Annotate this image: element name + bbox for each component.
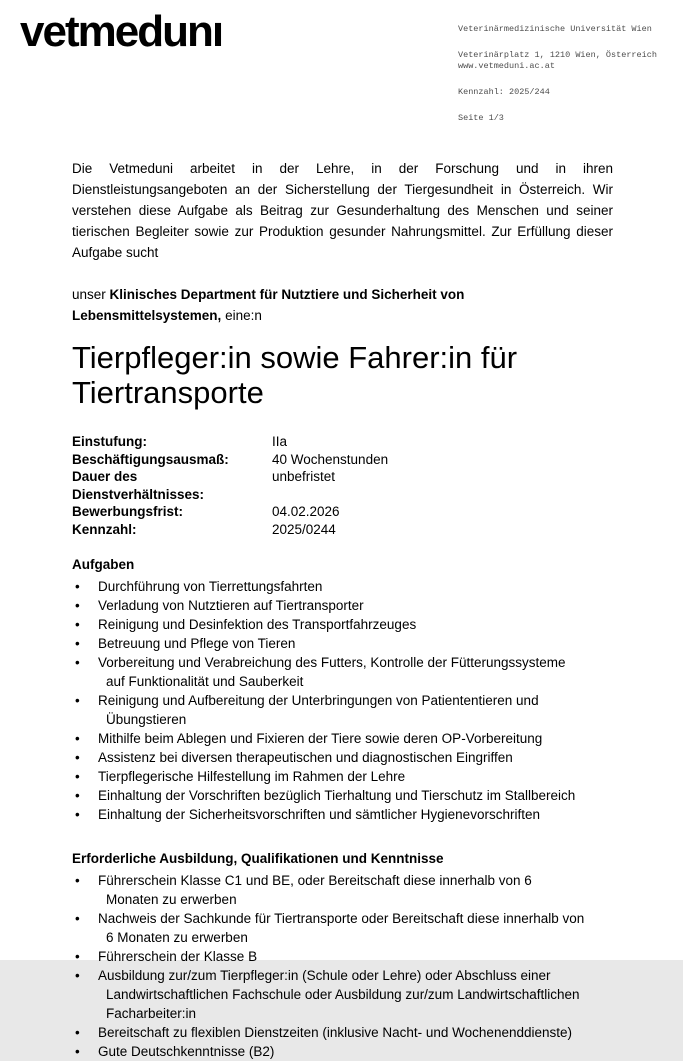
detail-value: 40 Wochenstunden — [272, 451, 389, 467]
letterhead-address — [458, 50, 673, 72]
list-item — [72, 596, 588, 615]
list-item — [72, 653, 588, 691]
list-item — [72, 729, 588, 748]
list-item — [72, 871, 588, 909]
job-details-table — [72, 433, 613, 538]
seeking-paragraph — [72, 284, 613, 326]
document-body — [72, 152, 613, 1061]
list-item — [72, 615, 588, 634]
list-item — [72, 947, 588, 966]
list-item — [72, 767, 588, 786]
bullet-icon: • — [75, 750, 80, 765]
list-item-text: Durchführung von Tierrettungsfahrten — [98, 579, 323, 594]
detail-label: Bewerbungsfrist: — [72, 504, 184, 519]
list-item-text: Verladung von Nutztieren auf Tiertransporter — [98, 598, 364, 613]
detail-row-einstufung — [72, 433, 613, 451]
bullet-icon: • — [75, 731, 80, 746]
list-item-text: Mithilfe beim Ablegen und Fixieren der Tiere sowie deren OP-Vorbereitung — [98, 731, 543, 746]
bullet-icon: • — [75, 655, 80, 670]
aufgaben-list — [72, 577, 588, 824]
letterhead-meta — [458, 24, 673, 139]
list-item-text: Einhaltung der Sicherheitsvorschriften und sämtlicher Hygienevorschriften — [98, 807, 540, 822]
list-item-text: Gute Deutschkenntnisse (B2) — [98, 1044, 275, 1059]
job-title: Tierpfleger:in sowie Fahrer:in für Tiertransporte — [72, 340, 518, 410]
detail-value: 2025/0244 — [272, 521, 336, 537]
detail-row-kennzahl — [72, 521, 613, 539]
bullet-icon: • — [75, 968, 80, 983]
list-item-text: Führerschein der Klasse B — [98, 949, 258, 964]
bullet-icon: • — [75, 1025, 80, 1040]
bullet-icon: • — [75, 807, 80, 822]
bullet-icon: • — [75, 579, 80, 594]
detail-label: Beschäftigungsausmaß: — [72, 451, 229, 467]
bullet-icon: • — [75, 911, 80, 926]
list-item-text: Führerschein Klasse C1 und BE, oder Bereitschaft diese innerhalb von 6 Monaten zu erwerben — [98, 873, 532, 907]
list-item-text: Nachweis der Sachkunde für Tiertransporte oder Bereitschaft diese innerhalb von 6 Monaten zu erwerben — [98, 911, 585, 945]
list-item-text: Reinigung und Desinfektion des Transportfahrzeuges — [98, 617, 417, 632]
list-item — [72, 805, 588, 824]
bullet-icon: • — [75, 636, 80, 651]
letterhead-page-number: Seite 1/3 — [458, 113, 504, 123]
list-item-text: Ausbildung zur/zum Tierpfleger:in (Schule oder Lehre) oder Abschluss einer Landwirtschaftlichen Fachschule oder Ausbildung zur/zum Landwirtschaftlichen Facharbeiter:in — [98, 968, 580, 1021]
bullet-icon: • — [75, 769, 80, 784]
list-item-text: Bereitschaft zu flexiblen Dienstzeiten (inklusive Nacht- und Wochenenddienste) — [98, 1025, 573, 1040]
detail-row-beschaeftigungsausmass — [72, 451, 613, 469]
list-item-text: Assistenz bei diversen therapeutischen und diagnostischen Eingriffen — [98, 750, 513, 765]
detail-value: 04.02.2026 — [272, 504, 340, 519]
list-item — [72, 634, 588, 653]
detail-row-bewerbungsfrist — [72, 503, 613, 521]
department-name: Klinisches Department für Nutztiere und Sicherheit von Lebensmittelsystemen, — [72, 287, 465, 323]
section-aufgaben — [72, 555, 613, 824]
vetmeduni-logo: vetmedunı — [20, 7, 223, 56]
list-item — [72, 909, 588, 947]
list-item-text: Einhaltung der Vorschriften bezüglich Tierhaltung und Tierschutz im Stallbereich — [98, 788, 576, 803]
bullet-icon: • — [75, 1044, 80, 1059]
detail-row-dauer — [72, 468, 613, 503]
list-item-text: Vorbereitung und Verabreichung des Futters, Kontrolle der Fütterungssysteme auf Funktionalität und Sauberkeit — [98, 655, 566, 689]
detail-label: Dauer des Dienstverhältnisses: — [72, 469, 205, 502]
detail-value: IIa — [272, 434, 288, 449]
detail-value: unbefristet — [272, 469, 336, 484]
list-item-text: Tierpflegerische Hilfestellung im Rahmen der Lehre — [98, 769, 406, 784]
list-item — [72, 966, 588, 1023]
letterhead-website: www.vetmeduni.ac.at — [458, 61, 555, 71]
list-item — [72, 786, 588, 805]
detail-label: Einstufung: — [72, 434, 147, 449]
detail-label: Kennzahl: — [72, 521, 137, 537]
list-item-text: Reinigung und Aufbereitung der Unterbringungen von Patiententieren und Übungstieren — [98, 693, 539, 727]
intro-paragraph: Die Vetmeduni arbeitet in der Lehre, in der Forschung und in ihren Dienstleistungsangeboten an der Sicherstellung der Tiergesundheit in Österreich. Wir verstehen diese Aufgabe als Beitrag zur Gesunderhaltung des Menschen und seiner tierischen Begleiter sowie zur Produktion gesunder Nahrungsmittel. Zur Erfüllung dieser Aufgabe sucht — [72, 161, 613, 260]
seeking-suffix: eine:n — [221, 308, 262, 323]
list-item — [72, 748, 588, 767]
list-item — [72, 1023, 588, 1042]
list-item-text: Betreuung und Pflege von Tieren — [98, 636, 296, 651]
qualifikationen-list — [72, 871, 588, 1061]
section-heading-aufgaben: Aufgaben — [72, 557, 135, 572]
list-item — [72, 1042, 588, 1061]
letterhead-organization: Veterinärmedizinische Universität Wien — [458, 24, 652, 34]
bullet-icon: • — [75, 788, 80, 803]
list-item — [72, 577, 588, 596]
bullet-icon: • — [75, 693, 80, 708]
bullet-icon: • — [75, 949, 80, 964]
letterhead-address-line: Veterinärplatz 1, 1210 Wien, Österreich — [458, 50, 657, 60]
bullet-icon: • — [75, 598, 80, 613]
bullet-icon: • — [75, 617, 80, 632]
bullet-icon: • — [75, 873, 80, 888]
seeking-prefix: unser — [72, 287, 110, 302]
section-heading-qualifikationen: Erforderliche Ausbildung, Qualifikationen und Kenntnisse — [72, 851, 444, 866]
list-item — [72, 691, 588, 729]
section-qualifikationen — [72, 849, 613, 1061]
letterhead-kennzahl: Kennzahl: 2025/244 — [458, 87, 550, 97]
